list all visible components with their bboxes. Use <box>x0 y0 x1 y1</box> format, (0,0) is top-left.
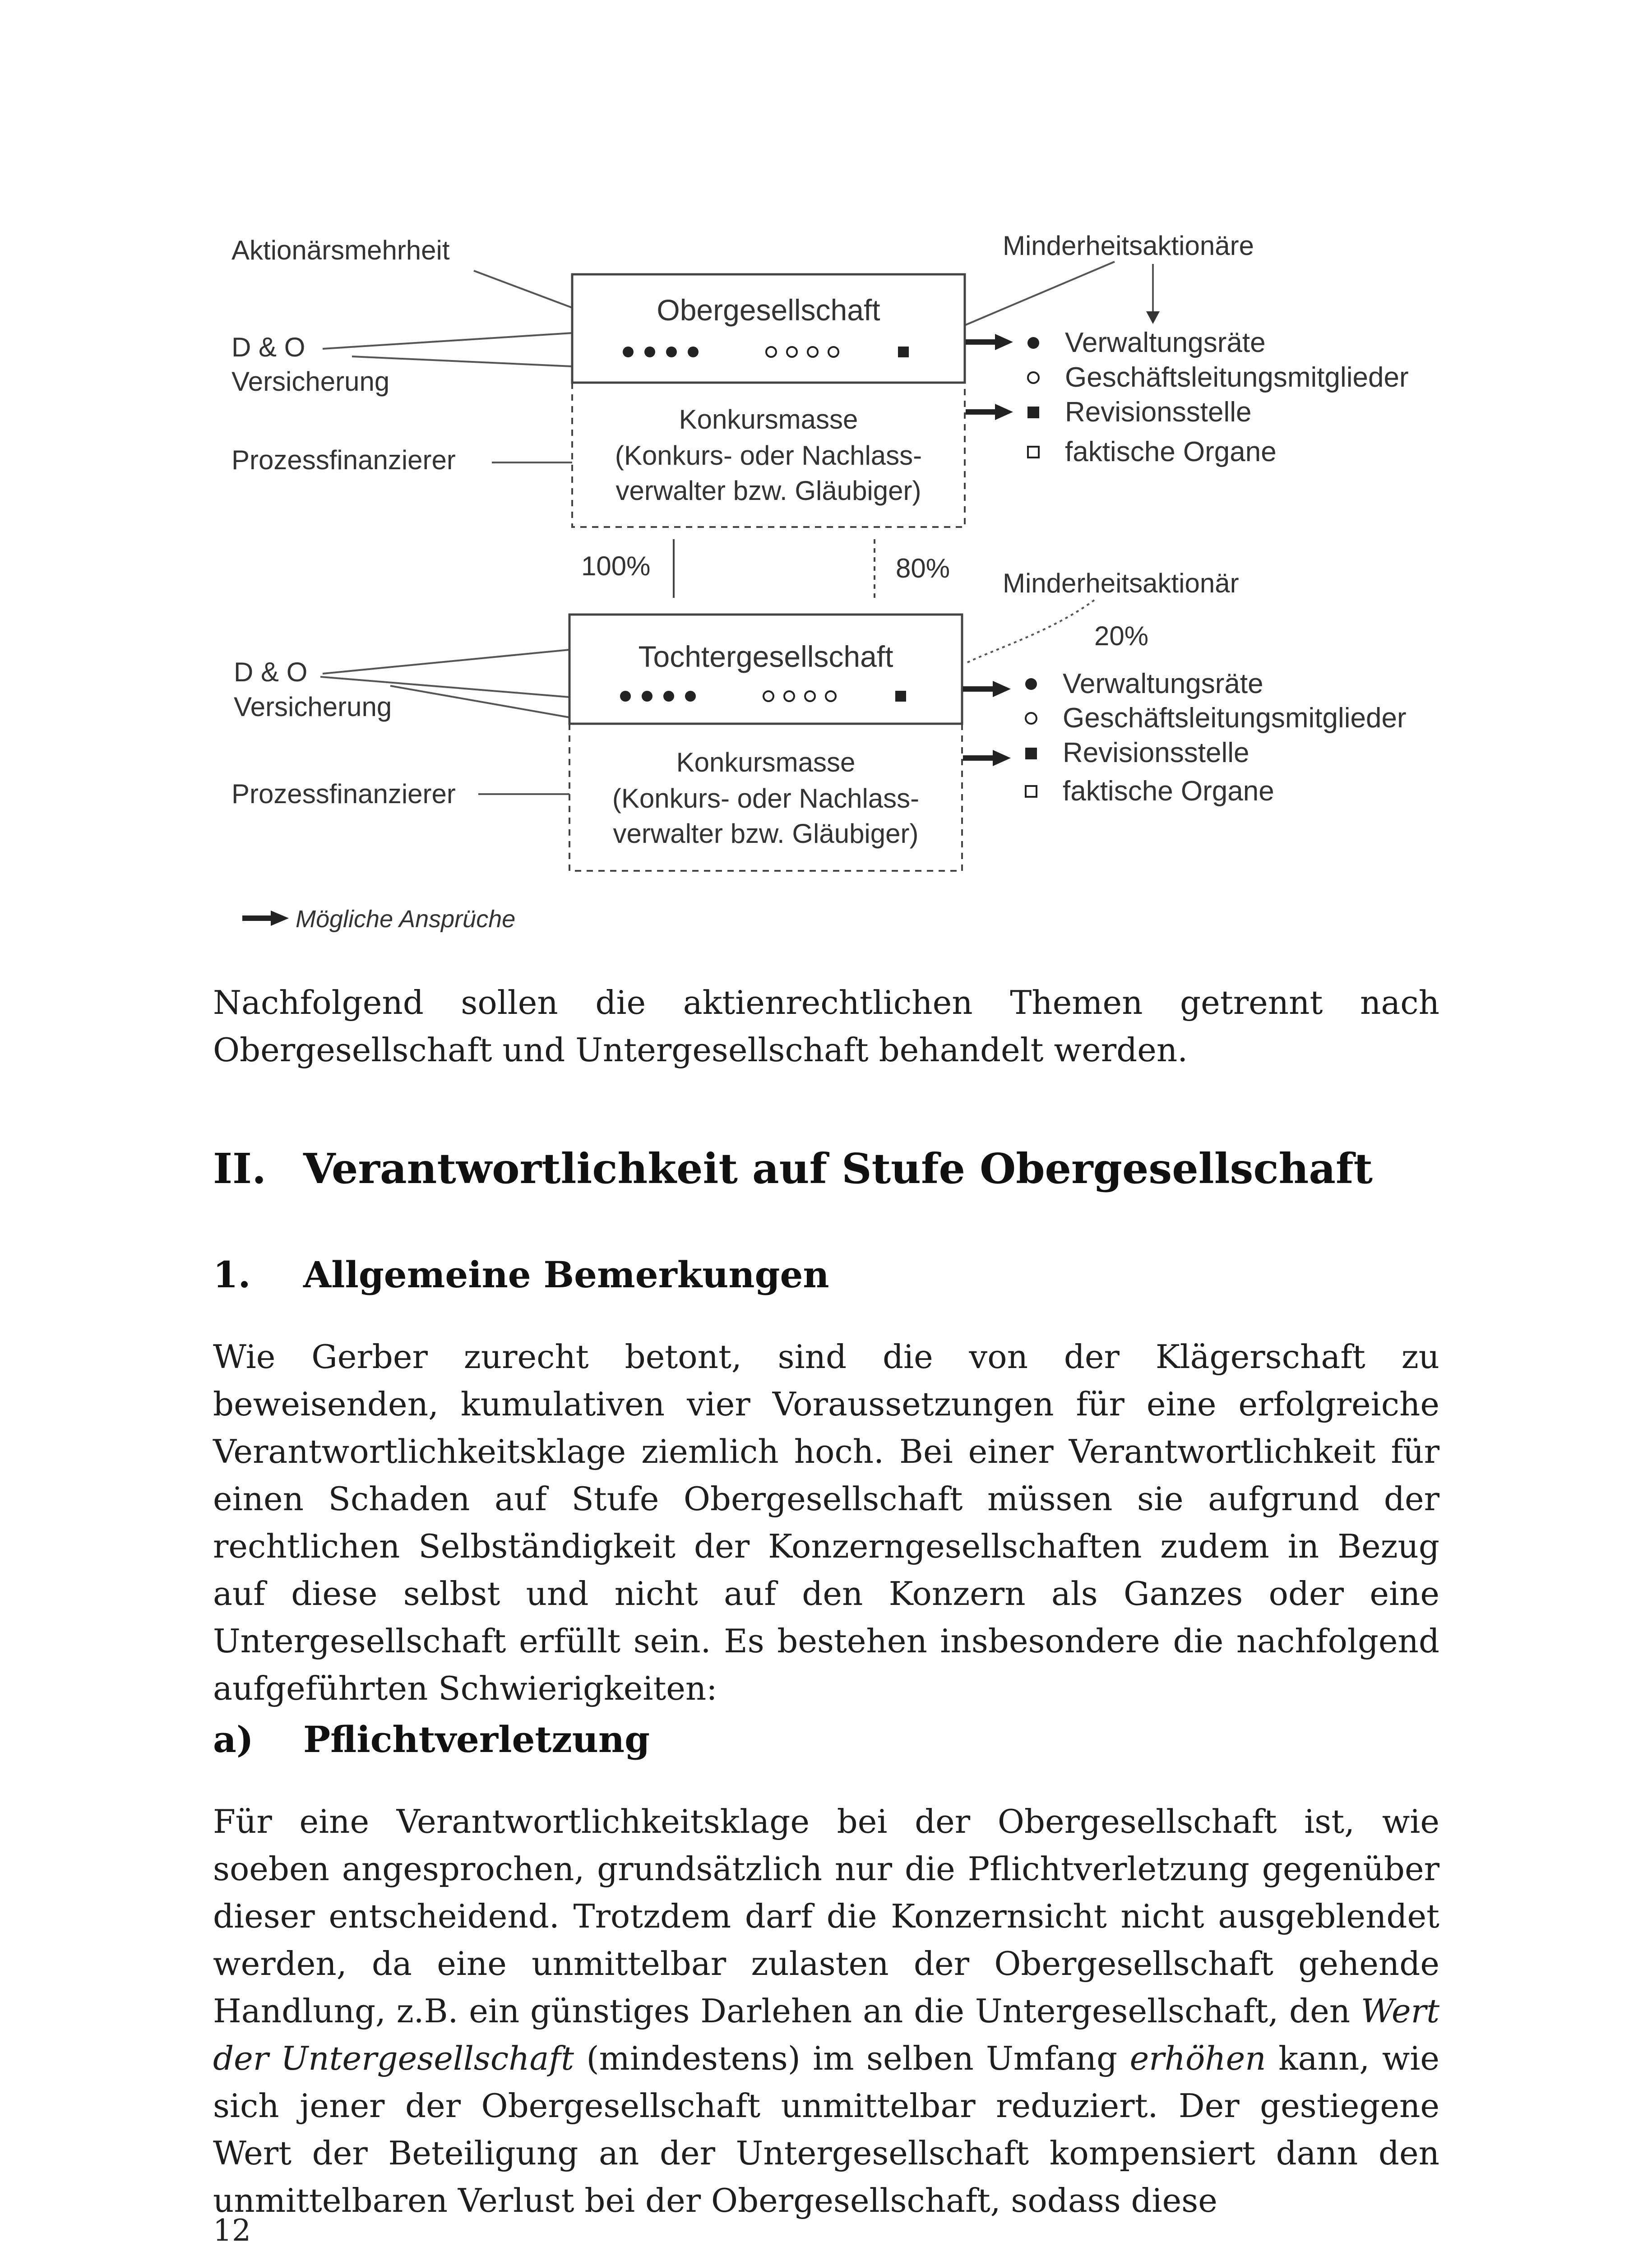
parent-organ-management: Geschäftsleitungsmitglieder <box>1065 362 1409 393</box>
paragraph-breach-part3: kann, wie sich jener der Obergesellschaft unmittelbar reduziert. Der gestiegene Wert der Beteiligung an der Untergesellschaft kompensiert dann den unmittelbaren Verlust bei der Obergesellschaft, sodass diese <box>213 2039 1439 2219</box>
subsidiary-estate-line1: Konkursmasse <box>676 747 856 777</box>
subsection-heading-a-title: Pflichtverletzung <box>303 1718 650 1761</box>
subsidiary-organ-auditor: Revisionsstelle <box>1063 737 1249 768</box>
parent-estate-line1: Konkursmasse <box>679 404 858 435</box>
subsidiary-organ-de-facto: faktische Organe <box>1063 776 1274 807</box>
paragraph-breach-of-duty <box>213 1798 1439 2224</box>
parent-organ-auditor: Revisionsstelle <box>1065 397 1252 428</box>
parent-company-box <box>572 274 965 383</box>
bottom-left-connectors <box>320 650 569 794</box>
subsidiary-claim-arrows <box>963 681 1011 766</box>
paragraph-general-remarks: Wie Gerber zurecht betont, sind die von der Klägerschaft zu beweisenden, kumulativen vier Voraussetzungen für eine erfolgreiche Verantwortlichkeitsklage ziemlich hoch. Bei einer Verantwortlichkeit für einen Schaden auf Stufe Obergesellschaft müssen sie aufgrund der rechtlichen Selbständigkeit der Konzerngesellschaften zudem in Bezug auf diese selbst und nicht auf den Konzern als Ganzes oder eine Untergesellschaft erfüllt sein. Es bestehen insbesondere die nachfolgend aufgeführten Schwierigkeiten: <box>213 1338 1439 1707</box>
group-liability-diagram <box>0 0 1652 970</box>
subsidiary-estate-line2: (Konkurs- oder Nachlass- <box>612 783 920 814</box>
legend-arrow-icon <box>242 911 289 926</box>
subsidiary-estate-line3: verwalter bzw. Gläubiger) <box>613 818 919 849</box>
section-heading-ii <box>213 1142 1373 1196</box>
subsidiary-organ-management: Geschäftsleitungsmitglieder <box>1063 703 1407 734</box>
subsidiary-name: Tochtergesellschaft <box>638 640 893 673</box>
subsidiary-organ-list <box>1025 678 1037 797</box>
parent-claim-arrows <box>966 334 1013 420</box>
minority-dotted-connector <box>966 600 1094 663</box>
label-majority-shareholders: Aktionärsmehrheit <box>231 235 450 265</box>
subsection-heading-a <box>213 1715 650 1764</box>
subsection-heading-a-number: a) <box>213 1718 254 1761</box>
label-do-bottom: D & O <box>234 657 308 687</box>
parent-estate-line2: (Konkurs- oder Nachlass- <box>615 440 922 471</box>
label-do: D & O <box>231 332 305 362</box>
subsection-heading-1 <box>213 1250 829 1299</box>
parent-company-name: Obergesellschaft <box>657 293 880 327</box>
intro-paragraph: Nachfolgend sollen die aktienrechtlichen Themen getrennt nach Obergesellschaft und Untergesellschaft behandelt werden. <box>213 984 1439 1069</box>
page-number: 12 <box>213 2213 251 2248</box>
parent-organ-board: Verwaltungsräte <box>1065 327 1266 358</box>
section-heading-ii-number: II. <box>213 1144 267 1193</box>
legend-label: Mögliche Ansprüche <box>296 906 516 933</box>
label-minority-percentage: 20% <box>1094 621 1149 651</box>
label-do-insurance-bottom: Versicherung <box>234 692 392 722</box>
label-minority-shareholder: Minderheitsaktionär <box>1003 568 1239 598</box>
paragraph-breach-part1: Für eine Verantwortlichkeitsklage bei der Obergesellschaft ist, wie soeben angesprochen, grundsätzlich nur die Pflichtverletzung gegenüber dieser entscheidend. Trotzdem darf die Konzernsicht nicht ausgeblendet werden, da eine unmittelbar zulasten der Obergesellschaft gehende Handlung, z.B. ein günstiges Darlehen an die Untergesellschaft, den <box>213 1803 1439 2030</box>
parent-estate-line3: verwalter bzw. Gläubiger) <box>615 476 921 506</box>
label-minority-shareholders: Minderheitsaktionäre <box>1003 231 1254 261</box>
paragraph-breach-part2: (mindestens) im selben Umfang <box>574 2039 1130 2077</box>
link-left-percentage: 100% <box>581 551 651 581</box>
subsidiary-organ-board: Verwaltungsräte <box>1063 668 1263 699</box>
paragraph-breach-italic2: erhöhen <box>1129 2039 1266 2077</box>
label-litigation-funder-bottom: Prozessfinanzierer <box>231 779 456 809</box>
parent-organ-de-facto: faktische Organe <box>1065 436 1277 467</box>
subsection-heading-1-number: 1. <box>213 1253 251 1296</box>
label-litigation-funder: Prozessfinanzierer <box>231 445 456 475</box>
label-do-insurance: Versicherung <box>231 366 390 397</box>
link-right-percentage: 80% <box>896 553 950 583</box>
minority-down-arrow <box>1146 311 1160 324</box>
parent-organ-list <box>1027 337 1039 458</box>
subsection-heading-1-title: Allgemeine Bemerkungen <box>303 1253 829 1296</box>
paragraph-breach-italic1: Wert der Untergesellschaft <box>213 1992 1439 2077</box>
section-heading-ii-title: Verantwortlichkeit auf Stufe Obergesellschaft <box>303 1144 1373 1193</box>
